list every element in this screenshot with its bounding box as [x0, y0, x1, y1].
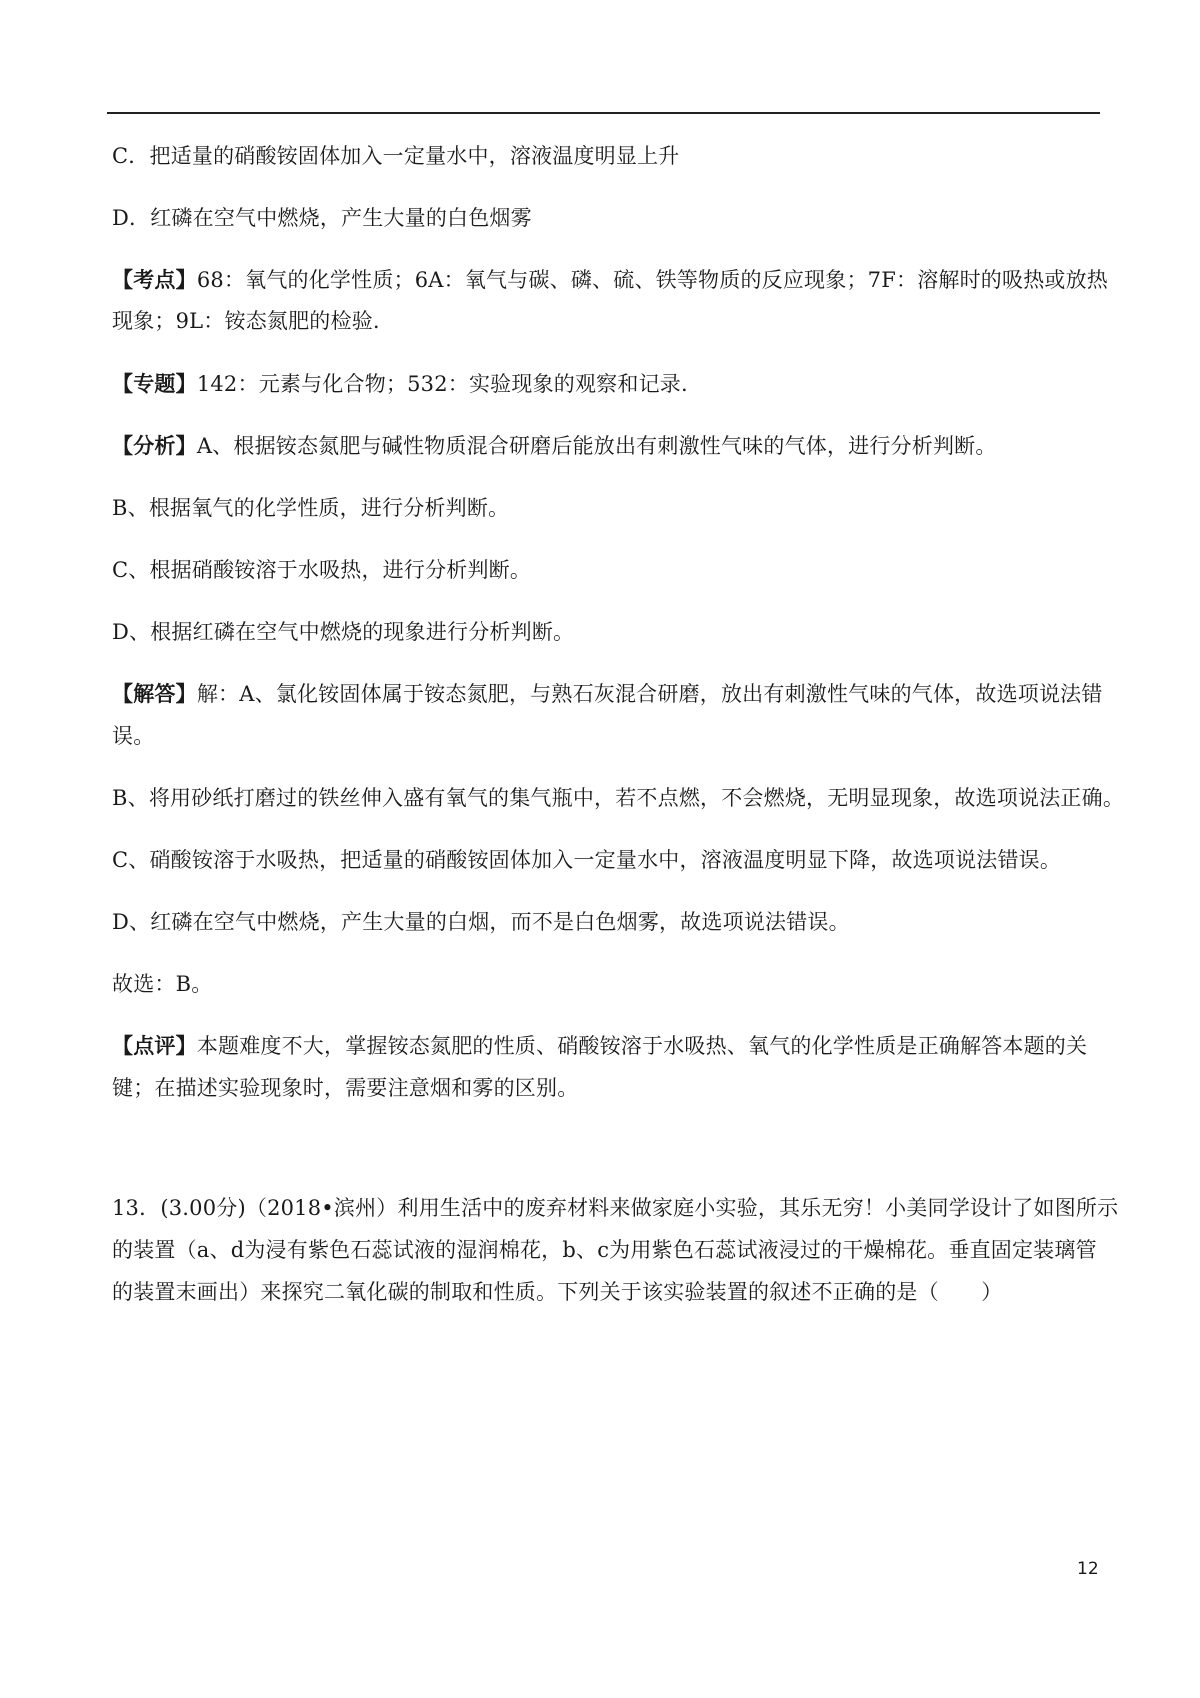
kaodian-line-1 [112, 266, 1108, 294]
dianping-label: 【点评】 [112, 1033, 197, 1058]
fenxi-label: 【分析】 [112, 433, 197, 458]
jieda-line-a2: 误。 [112, 724, 155, 748]
jieda-text-a1: 解：A、氯化铵固体属于铵态氮肥，与熟石灰混合研磨，放出有刺激性气味的气体，故选项说法错 [196, 682, 1103, 706]
dianping-line-1 [112, 1032, 1102, 1060]
jieda-line-a1 [112, 680, 1102, 708]
fenxi-text-a: A、根据铵态氮肥与碱性物质混合研磨后能放出有刺激性气味的气体，进行分析判断。 [196, 434, 997, 458]
jieda-label: 【解答】 [112, 681, 197, 706]
kaodian-label: 【考点】 [112, 267, 197, 292]
kaodian-line-2: 现象；9L：铵态氮肥的检验. [112, 309, 380, 333]
page-number: 12 [1077, 1559, 1099, 1579]
fenxi-line-c: C、根据硝酸铵溶于水吸热，进行分析判断。 [112, 558, 532, 582]
fenxi-line-d: D、根据红磷在空气中燃烧的现象进行分析判断。 [112, 620, 575, 644]
option-d-text: D．红磷在空气中燃烧，产生大量的白色烟雾 [112, 206, 532, 230]
jieda-answer: 故选：B。 [112, 972, 213, 996]
question13-line-2: 的装置（a、d为浸有紫色石蕊试液的湿润棉花，b、c为用紫色石蕊试液浸过的干燥棉花。垂直固定装璃管 [112, 1238, 1097, 1262]
dianping-line-2: 键；在描述实验现象时，需要注意烟和雾的区别。 [112, 1076, 579, 1100]
fenxi-line-a [112, 432, 1102, 460]
fenxi-line-b: B、根据氧气的化学性质，进行分析判断。 [112, 496, 510, 520]
option-c-text: C．把适量的硝酸铵固体加入一定量水中，溶液温度明显上升 [112, 144, 680, 168]
zhuanti-line [112, 370, 1102, 398]
question13-line-1: 13．(3.00分)（2018•滨州）利用生活中的废弃材料来做家庭小实验，其乐无穷！小美同学设计了如图所示 [112, 1196, 1119, 1220]
zhuanti-label: 【专题】 [112, 371, 197, 396]
kaodian-text-1: 68：氧气的化学性质；6A：氧气与碳、磷、硫、铁等物质的反应现象；7F：溶解时的吸热或放热 [196, 268, 1108, 292]
jieda-line-c: C、硝酸铵溶于水吸热，把适量的硝酸铵固体加入一定量水中，溶液温度明显下降，故选项说法错误。 [112, 848, 1062, 872]
zhuanti-text: 142：元素与化合物；532：实验现象的观察和记录. [196, 372, 688, 396]
header-rule [107, 112, 1100, 114]
question13-line-3: 的装置末画出）来探究二氧化碳的制取和性质。下列关于该实验装置的叙述不正确的是（ ） [112, 1280, 1003, 1304]
dianping-text-1: 本题难度不大，掌握铵态氮肥的性质、硝酸铵溶于水吸热、氧气的化学性质是正确解答本题的关 [196, 1034, 1088, 1058]
jieda-line-b: B、将用砂纸打磨过的铁丝伸入盛有氧气的集气瓶中，若不点燃，不会燃烧，无明显现象，故选项说法正确。 [112, 786, 1125, 810]
jieda-line-d: D、红磷在空气中燃烧，产生大量的白烟，而不是白色烟雾，故选项说法错误。 [112, 910, 850, 934]
